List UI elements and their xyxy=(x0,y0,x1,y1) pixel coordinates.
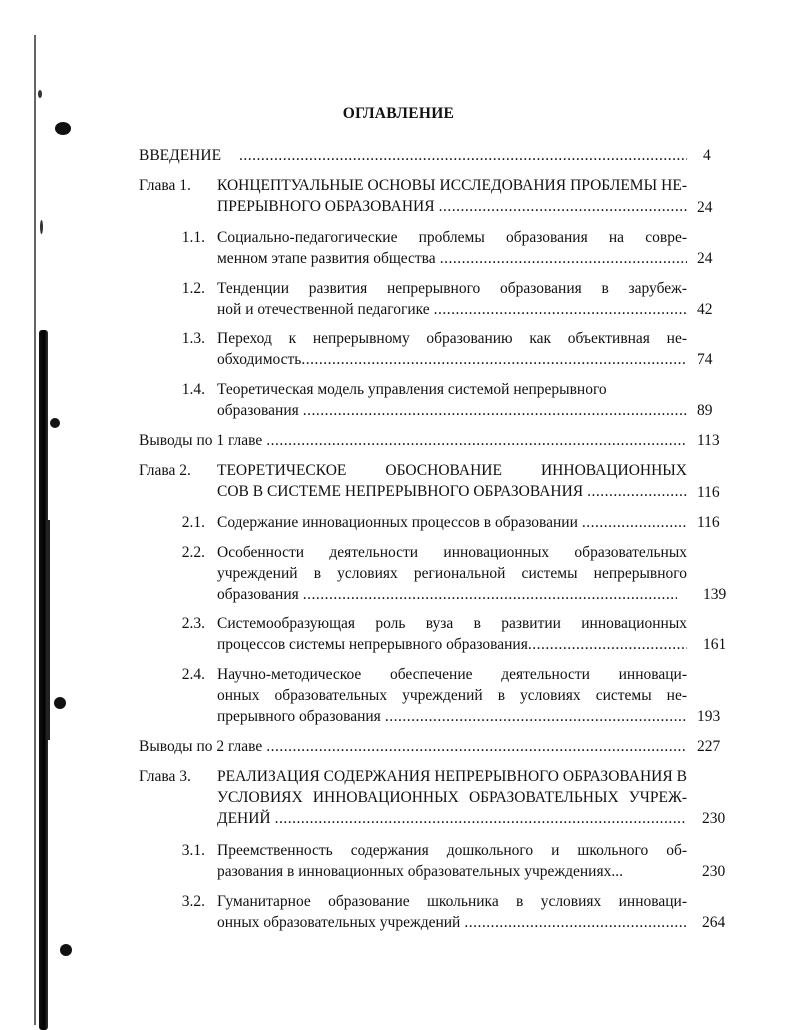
section-title-line: онных образовательных учреждений xyxy=(217,914,461,931)
toc-page-number: 161 xyxy=(703,636,727,653)
chapter-number: Глава 3. xyxy=(139,768,191,785)
dot-leader xyxy=(464,912,687,933)
toc-page-number: 24 xyxy=(697,199,713,216)
punch-hole-mark xyxy=(54,697,66,709)
toc-page-number: 116 xyxy=(697,484,720,501)
chapter-title-line: УСЛОВИЯХ ИННОВАЦИОННЫХ ОБРАЗОВАТЕЛЬНЫХ УЧРЕЖ- xyxy=(217,789,687,806)
chapter-number: Глава 2. xyxy=(139,462,191,479)
section-title-line: образования xyxy=(217,402,299,419)
section-title-line: Переход к непрерывному образованию как объективная не- xyxy=(217,330,687,347)
toc-page-number: 74 xyxy=(697,351,713,368)
section-title-line: образования xyxy=(217,586,299,603)
section-number: 1.3. xyxy=(181,330,205,347)
section-title-line: Системообразующая роль вуза в развитии инновационных xyxy=(217,615,687,632)
chapter-title-line: КОНЦЕПТУАЛЬНЫЕ ОСНОВЫ ИССЛЕДОВАНИЯ ПРОБЛЕМЫ НЕ- xyxy=(217,177,687,194)
section-title-line: учреждений в условиях региональной системы непрерывного xyxy=(217,565,687,582)
dot-leader xyxy=(434,299,687,320)
chapter-number: Глава 1. xyxy=(139,177,191,194)
dot-leader xyxy=(303,584,677,605)
dot-leader xyxy=(587,481,687,502)
dot-leader xyxy=(303,400,687,421)
toc-page-number: 113 xyxy=(697,432,720,449)
toc-page-number: 264 xyxy=(702,914,726,931)
dot-leader xyxy=(582,512,687,533)
toc-page-number: 89 xyxy=(697,402,713,419)
section-number: 1.2. xyxy=(181,280,205,297)
dot-leader xyxy=(528,634,687,655)
section-number: 2.2. xyxy=(181,544,205,561)
chapter-title-line: СОВ В СИСТЕМЕ НЕПРЕРЫВНОГО ОБРАЗОВАНИЯ xyxy=(217,483,584,500)
binding-edge-shadow-inner xyxy=(46,520,50,740)
section-number: 3.2. xyxy=(181,893,205,910)
dot-leader xyxy=(440,248,687,269)
dot-leader xyxy=(266,736,687,757)
chapter-title-line: РЕАЛИЗАЦИЯ СОДЕРЖАНИЯ НЕПРЕРЫВНОГО ОБРАЗОВАНИЯ В xyxy=(217,768,687,785)
dot-leader xyxy=(275,808,687,829)
section-number: 2.3. xyxy=(181,615,205,632)
binding-edge-line xyxy=(34,35,36,1025)
section-title-line: процессов системы непрерывного образования xyxy=(217,636,528,653)
section-title-line: Содержание инновационных процессов в образовании xyxy=(217,514,578,531)
toc-page-number: 4 xyxy=(703,147,711,164)
toc-label: ВВЕДЕНИЕ xyxy=(139,147,222,164)
toc-page-number: 230 xyxy=(702,863,726,880)
dot-leader xyxy=(385,706,687,727)
punch-hole-mark xyxy=(50,418,60,428)
toc-page-number: 193 xyxy=(697,708,721,725)
toc-page-number: 116 xyxy=(697,514,720,531)
section-title-line: прерывного образования xyxy=(217,708,381,725)
section-title-line: Социально-педагогические проблемы образования на совре- xyxy=(217,229,687,246)
toc-page-number: 42 xyxy=(697,301,713,318)
toc-page-number: 227 xyxy=(697,738,721,755)
section-title-line: обходимость xyxy=(217,351,302,368)
toc-label: Выводы по 2 главе xyxy=(139,738,263,755)
section-title-line: менном этапе развития общества xyxy=(217,250,436,267)
section-title-line: Преемственность содержания дошкольного и школьного об- xyxy=(217,842,687,859)
scan-speck xyxy=(40,220,43,234)
section-title-line: Тенденции развития непрерывного образования в зарубеж- xyxy=(217,280,687,297)
section-title-line: ной и отечественной педагогике xyxy=(217,301,430,318)
chapter-title-line: ТЕОРЕТИЧЕСКОЕ ОБОСНОВАНИЕ ИННОВАЦИОННЫХ xyxy=(217,462,687,479)
scan-speck xyxy=(38,90,42,98)
section-number: 2.4. xyxy=(181,666,205,683)
punch-hole-mark xyxy=(55,122,71,135)
dot-leader xyxy=(266,430,687,451)
dot-leader xyxy=(439,196,687,217)
chapter-title-line: ПРЕРЫВНОГО ОБРАЗОВАНИЯ xyxy=(217,198,435,215)
section-number: 1.4. xyxy=(181,381,205,398)
page-title: ОГЛАВЛЕНИЕ xyxy=(342,105,455,122)
toc-page-number: 24 xyxy=(697,250,713,267)
dot-leader xyxy=(301,349,687,370)
section-title-line: разования в инновационных образовательных учреждениях... xyxy=(217,863,623,880)
chapter-title-line: ДЕНИЙ xyxy=(217,810,271,827)
section-title-line: Особенности деятельности инновационных образовательных xyxy=(217,544,687,561)
section-number: 3.1. xyxy=(181,842,205,859)
section-title-line: онных образовательных учреждений в условиях системы не- xyxy=(217,687,687,704)
section-number: 2.1. xyxy=(181,514,205,531)
punch-hole-mark xyxy=(60,944,72,956)
dot-leader xyxy=(239,145,687,166)
section-number: 1.1. xyxy=(181,229,205,246)
toc-page-number: 230 xyxy=(702,810,726,827)
section-title-line: Научно-методическое обеспечение деятельности инноваци- xyxy=(217,666,687,683)
toc-page-number: 139 xyxy=(703,586,727,603)
toc-label: Выводы по 1 главе xyxy=(139,432,263,449)
section-title-line: Теоретическая модель управления системой непрерывного xyxy=(217,381,607,398)
section-title-line: Гуманитарное образование школьника в условиях инноваци- xyxy=(217,893,687,910)
